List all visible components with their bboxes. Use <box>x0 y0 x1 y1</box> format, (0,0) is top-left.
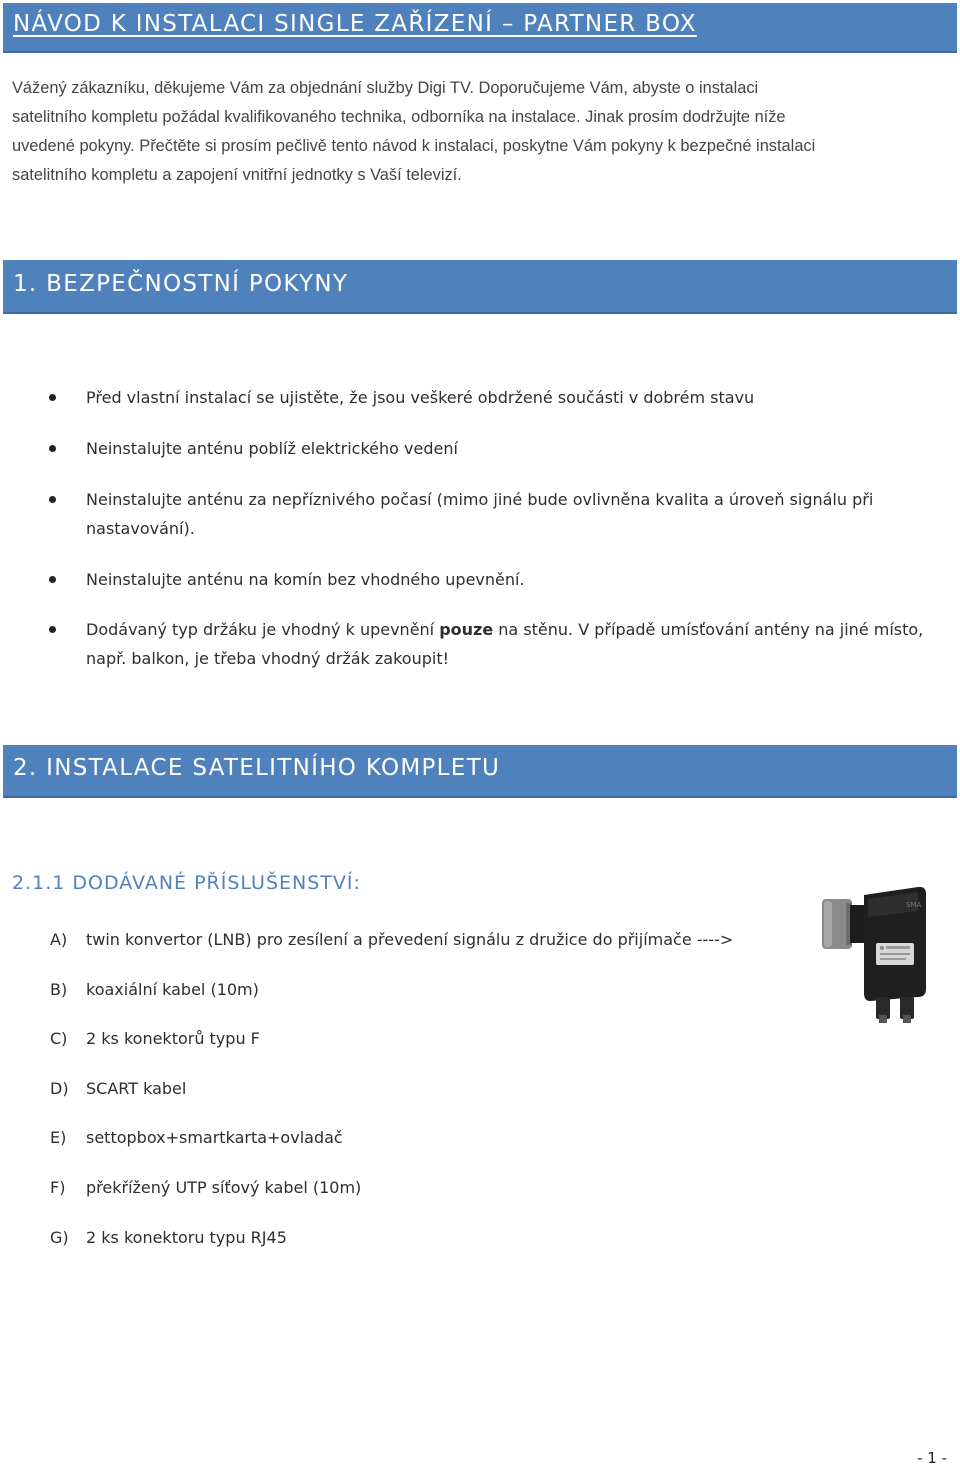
bullet-text: Neinstalujte anténu za nepříznivého počasí (mimo jiné bude ovlivněna kvalita a úroveň signálu při nastavování). <box>86 490 874 538</box>
lnb-converter-image <box>820 885 932 1025</box>
bullet-icon <box>49 576 56 583</box>
bullet-icon <box>49 626 56 633</box>
accessory-item <box>50 1029 260 1048</box>
accessory-item <box>50 980 259 999</box>
section-2-title: 2. INSTALACE SATELITNÍHO KOMPLETU <box>13 755 501 781</box>
item-letter: G) <box>50 1228 69 1247</box>
section-1-header <box>3 260 957 314</box>
safety-bullet <box>49 565 939 594</box>
safety-bullet <box>49 615 939 673</box>
accessory-item <box>50 1128 343 1147</box>
intro-paragraph <box>12 74 947 190</box>
page-number: - 1 - <box>917 1449 947 1467</box>
item-text: 2 ks konektoru typu RJ45 <box>86 1228 287 1247</box>
section-2-header <box>3 745 957 798</box>
item-text: koaxiální kabel (10m) <box>86 980 259 999</box>
accessory-item <box>50 1228 287 1247</box>
document-title-bar <box>3 3 957 53</box>
section-1-title: 1. BEZPEČNOSTNÍ POKYNY <box>13 271 349 297</box>
document-title: NÁVOD K INSTALACI SINGLE ZAŘÍZENÍ – PARTNER BOX <box>13 11 697 37</box>
item-text: SCART kabel <box>86 1079 187 1098</box>
item-letter: E) <box>50 1128 67 1147</box>
accessory-item <box>50 930 733 949</box>
intro-line: Vážený zákazníku, děkujeme Vám za objednání služby Digi TV. Doporučujeme Vám, abyste o instalaci <box>12 79 759 97</box>
item-text: twin konvertor (LNB) pro zesílení a převedení signálu z družice do přijímače ----> <box>86 930 734 949</box>
subsection-title: 2.1.1 DODÁVANÉ PŘÍSLUŠENSTVÍ: <box>12 872 361 894</box>
bullet-icon <box>49 445 56 452</box>
bullet-text <box>86 615 939 673</box>
item-letter: F) <box>50 1178 66 1197</box>
item-text: překřížený UTP síťový kabel (10m) <box>86 1178 362 1197</box>
bullet-text-emphasis: pouze <box>439 620 494 639</box>
accessory-item <box>50 1178 361 1197</box>
item-text: 2 ks konektorů typu F <box>86 1029 260 1048</box>
item-letter: C) <box>50 1029 68 1048</box>
bullet-text: Neinstalujte anténu poblíž elektrického vedení <box>86 439 458 458</box>
item-letter: A) <box>50 930 68 949</box>
item-letter: D) <box>50 1079 69 1098</box>
accessory-item <box>50 1079 186 1098</box>
intro-line: uvedené pokyny. Přečtěte si prosím pečlivě tento návod k instalaci, poskytne Vám pokyny k bezpečné instalaci <box>12 137 816 155</box>
intro-line: satelitního kompletu a zapojení vnitřní jednotky s Vaší televizí. <box>12 166 462 184</box>
svg-text:SMA: SMA <box>906 901 922 909</box>
item-text: settopbox+smartkarta+ovladač <box>86 1128 343 1147</box>
bullet-text: Neinstalujte anténu na komín bez vhodného upevnění. <box>86 570 525 589</box>
safety-bullet <box>49 485 939 543</box>
bullet-text: Před vlastní instalací se ujistěte, že jsou veškeré obdržené součásti v dobrém stavu <box>86 388 755 407</box>
bullet-text-part: Dodávaný typ držáku je vhodný k upevnění <box>86 620 440 639</box>
intro-line: satelitního kompletu požádal kvalifikovaného technika, odborníka na instalace. Jinak prosím dodržujte níže <box>12 108 786 126</box>
safety-bullet <box>49 383 939 412</box>
bullet-icon <box>49 496 56 503</box>
bullet-icon <box>49 394 56 401</box>
bullet-text-part: na stěnu. V případě umísťování antény na jiné místo, např. balkon, je třeba vhodný držák zakoupit! <box>86 620 924 668</box>
safety-bullet <box>49 434 939 463</box>
item-letter: B) <box>50 980 68 999</box>
